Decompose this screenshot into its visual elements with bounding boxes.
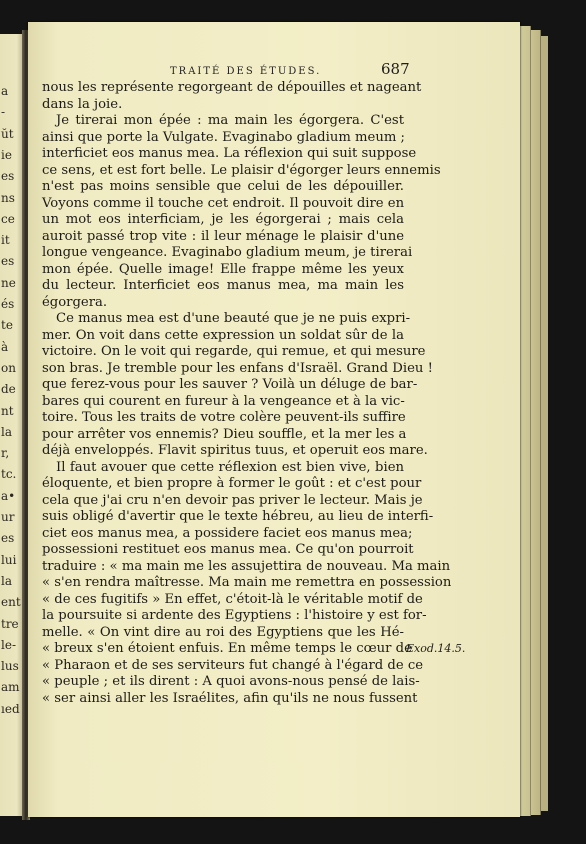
left-page-fragment: ns [1,190,15,205]
margin-reference: Exod.14.5. [406,642,466,655]
left-page-fragment: tc. [1,467,17,482]
left-page-fragment: ur [1,510,15,524]
left-page-fragment: - [1,105,6,120]
text-line: son bras. Je tremble pour les enfans d'Israël. Grand Dieu ! [42,360,433,376]
text-line: la poursuite si ardente des Egyptiens : l'histoire y est for- [42,608,427,623]
text-line: cela que j'ai cru n'en devoir pas priver le lecteur. Mais je [42,492,423,508]
text-line: Voyons comme il touche cet endroit. Il pouvoit dire en [42,195,405,211]
text-line: « de ces fugitifs » En effet, c'étoit-là le véritable motif de [42,591,423,607]
left-page-fragment: a [1,84,9,98]
text-line: toire. Tous les traits de votre colère peuvent-ils suffire [42,410,406,425]
text-line: ciet eos manus mea, a possidere faciet eos manus mea; [42,525,413,541]
left-page-fragment: lui [1,552,17,567]
text-line: longue vengeance. Evaginabo gladium meum, je tirerai [42,245,413,260]
text-line: « s'en rendra maîtresse. Ma main me remettra en possession [42,575,452,590]
running-title: TRAITÉ DES ÉTUDES. [170,66,322,77]
left-page-fragment: es [1,169,15,184]
left-page-fragment: la [1,573,12,588]
left-page-fragment: de [1,382,16,397]
left-page-fragment: ie [1,147,12,162]
text-line: pour arrêter vos ennemis? Dieu souffle, et la mer les a [42,426,407,442]
left-page-fragment: es [1,254,15,269]
text-line: Ce manus mea est d'une beauté que je ne puis expri- [56,311,411,326]
left-page-fragment: tre [1,616,19,631]
text-line: « peuple ; et ils dirent : A quoi avons-nous pensé de lais- [42,674,420,689]
text-line: un mot eos interficiam, je les égorgerai ; mais cela [42,212,404,227]
left-page-fragment: ce [1,211,15,226]
page-number: 687 [381,60,410,78]
left-page-fragment: es [1,531,15,546]
text-line: n'est pas moins sensible que celui de les dépouiller. [42,179,404,194]
left-page-fragment: te [1,318,13,333]
previous-page-fragment [0,34,24,816]
left-page-fragment: lus [1,659,19,674]
left-page-fragment: ıed [1,701,20,716]
text-line: éloquente, et bien propre à former le goût : et c'est pour [42,476,422,491]
text-line: ce sens, et est fort belle. Le plaisir d'égorger leurs ennemis [42,162,441,178]
text-line: bares qui courent en fureur à la vengeance et à la vic- [42,393,405,409]
text-line: melle. « On vint dire au roi des Egyptiens que les Hé- [42,624,404,640]
text-line: victoire. On le voit qui regarde, qui remue, et qui mesure [42,344,426,359]
text-line: possessioni restituet eos manus mea. Ce qu'on pourroit [42,542,414,557]
left-page-fragment: it [1,233,10,248]
text-line: traduire : « ma main me les assujettira de nouveau. Ma main [42,558,451,574]
text-line: suis obligé d'avertir que le texte hébreu, au lieu de interfi- [42,509,434,524]
left-page-fragment: la [1,424,12,439]
text-line: nous les représente regorgeant de dépouilles et nageant [42,80,422,95]
left-page-fragment: ent [1,595,21,610]
text-line: auroit passé trop vite : il leur ménage le plaisir d'une [42,228,404,244]
left-page-fragment: r, [1,446,10,461]
left-page-fragment: nt [1,403,14,418]
text-line: interficiet eos manus mea. La réflexion qui suit suppose [42,146,417,161]
text-line: « ser ainsi aller les Israélites, afin qu'ils ne nous fussent [42,690,418,706]
text-line: « Pharaon et de ses serviteurs fut changé à l'égard de ce [42,657,424,673]
text-line: égorgera. [42,294,108,310]
text-line: mon épée. Quelle image! Elle frappe même les yeux [42,261,404,277]
text-line: mer. On voit dans cette expression un soldat sûr de la [42,327,404,343]
text-line: « breux s'en étoient enfuis. En même temps le cœur de [42,641,412,656]
left-page-fragment: a• [1,488,16,503]
text-line: dans la joie. [42,96,123,112]
text-line: que ferez-vous pour les sauver ? Voilà un déluge de bar- [42,377,418,392]
text-line: du lecteur. Interficiet eos manus mea, ma main les [42,278,404,293]
left-page-fragment: ŭt [1,126,14,141]
text-line: déjà enveloppés. Flavit spiritus tuus, et operuit eos mare. [42,443,428,458]
left-page-fragment: on [1,360,16,375]
text-line: Je tirerai mon épée : ma main les égorgera. C'est [56,113,404,128]
left-page-fragment: ne [1,275,16,290]
left-page-fragment: és [1,297,15,311]
left-page-fragment: am [1,680,20,695]
left-page-fragment: le- [1,637,16,652]
text-line: ainsi que porte la Vulgate. Evaginabo gladium meum ; [42,129,405,145]
text-line: Il faut avouer que cette réflexion est bien vive, bien [56,459,404,475]
left-page-fragment: à [1,339,9,354]
